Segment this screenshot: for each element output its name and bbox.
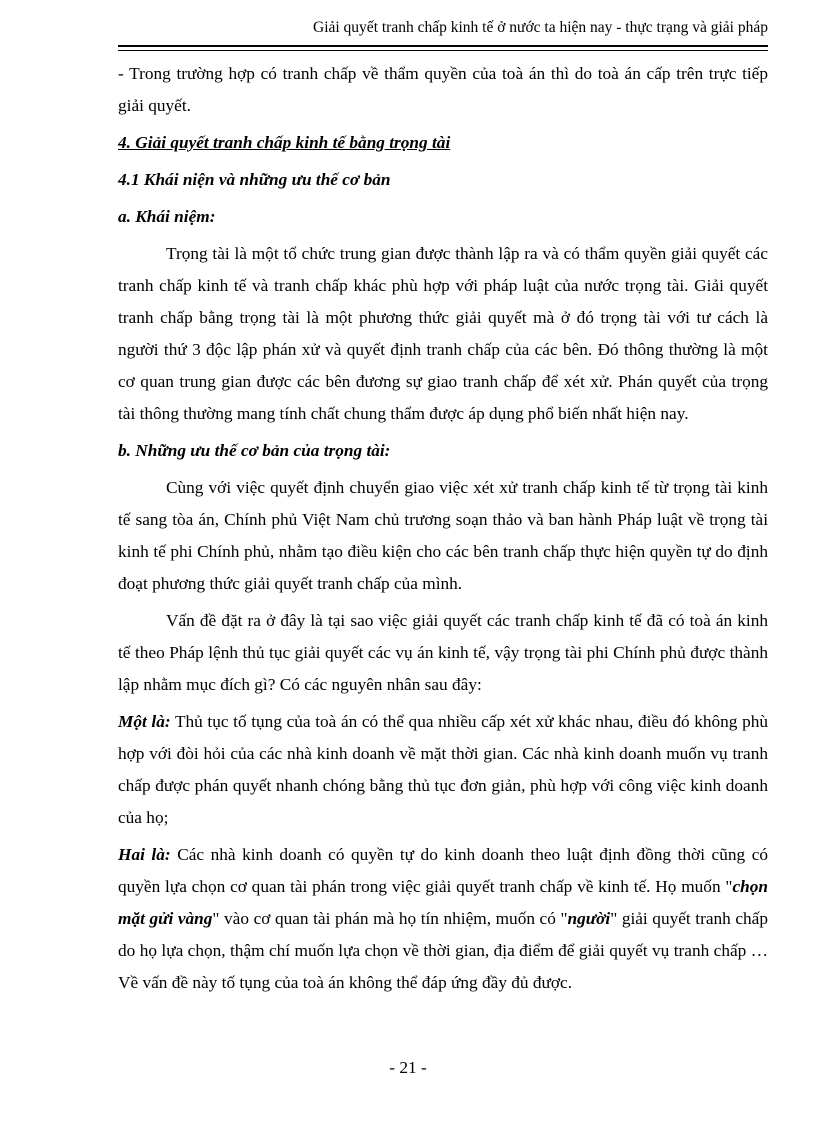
paragraph-advantages-2: Vấn đề đặt ra ở đây là tại sao việc giải quyết các tranh chấp kinh tế đã có toà án kinh tế theo Pháp lệnh thủ tục giải quyết các vụ án kinh tế, vậy trọng tài phi Chính phủ được thành lập nhằm mục đích gì? Có các nguyên nhân sau đây: [118,611,768,694]
section-heading-4: 4. Giải quyết tranh chấp kinh tế bằng trọng tài [118,133,451,152]
header-rule-thick [118,45,768,47]
reason-two-label: Hai là: [118,845,171,864]
reason-one-label: Một là: [118,712,171,731]
reason-two-emphasis-1: chọn mặt gửi vàng [118,877,768,928]
reason-two-text-2: " vào cơ quan tài phán mà họ tín nhiệm, muốn có " [212,909,568,928]
reason-two [118,839,768,999]
reason-two-text-3: " giải quyết tranh chấp do họ lựa chọn, thậm chí muốn lựa chọn về thời gian, địa điểm để giải quyết vụ tranh chấp … Về vấn đề này tố tụng của toà án không thể đáp ứng đầy đủ được. [118,909,768,992]
running-header: Giải quyết tranh chấp kinh tế ở nước ta hiện nay - thực trạng và giải pháp [313,19,768,36]
heading-a-concept: a. Khái niệm: [118,207,216,226]
paragraph-advantages-1: Cùng với việc quyết định chuyển giao việc xét xử tranh chấp kinh tế từ trọng tài kinh tế sang tòa án, Chính phủ Việt Nam chủ trương soạn thảo và ban hành Pháp luật về trọng tài kinh tế phi Chính phủ, nhằm tạo điều kiện cho các bên tranh chấp thực hiện quyền tự do định đoạt phương thức giải quyết tranh chấp của mình. [118,478,768,593]
page-body [118,58,768,999]
paragraph-concept: Trọng tài là một tổ chức trung gian được thành lập ra và có thẩm quyền giải quyết các tranh chấp kinh tế và tranh chấp khác phù hợp với pháp luật của nước trọng tài. Giải quyết tranh chấp bằng trọng tài là một phương thức giải quyết mà ở đó trọng tài với tư cách là người thứ 3 độc lập phán xử và quyết định tranh chấp của các bên. Đó thông thường là một cơ quan trung gian được các bên đương sự giao tranh chấp để xét xử. Phán quyết của trọng tài thông thường mang tính chất chung thẩm được áp dụng phổ biến nhất hiện nay. [118,244,768,423]
page-number: - 21 - [389,1058,427,1077]
subsection-heading-4-1: 4.1 Khái niện và những ưu thế cơ bản [118,170,391,189]
reason-two-text-1: Các nhà kinh doanh có quyền tự do kinh doanh theo luật định đồng thời cũng có quyền lựa chọn cơ quan tài phán trong việc giải quyết tranh chấp về kinh tế. Họ muốn " [118,845,768,896]
reason-one-text: Thủ tục tố tụng của toà án có thể qua nhiều cấp xét xử khác nhau, điều đó không phù hợp với đòi hỏi của các nhà kinh doanh về mặt thời gian. Các nhà kinh doanh muốn vụ tranh chấp được phán quyết nhanh chóng bằng thủ tục đơn giản, phù hợp với công việc kinh doanh của họ; [118,712,768,827]
reason-two-emphasis-2: người [567,909,611,928]
intro-paragraph: - Trong trường hợp có tranh chấp về thẩm quyền của toà án thì do toà án cấp trên trực tiếp giải quyết. [118,64,768,115]
header-rule-thin [118,50,768,51]
heading-b-advantages: b. Những ưu thế cơ bản của trọng tài: [118,441,391,460]
reason-one [118,706,768,834]
